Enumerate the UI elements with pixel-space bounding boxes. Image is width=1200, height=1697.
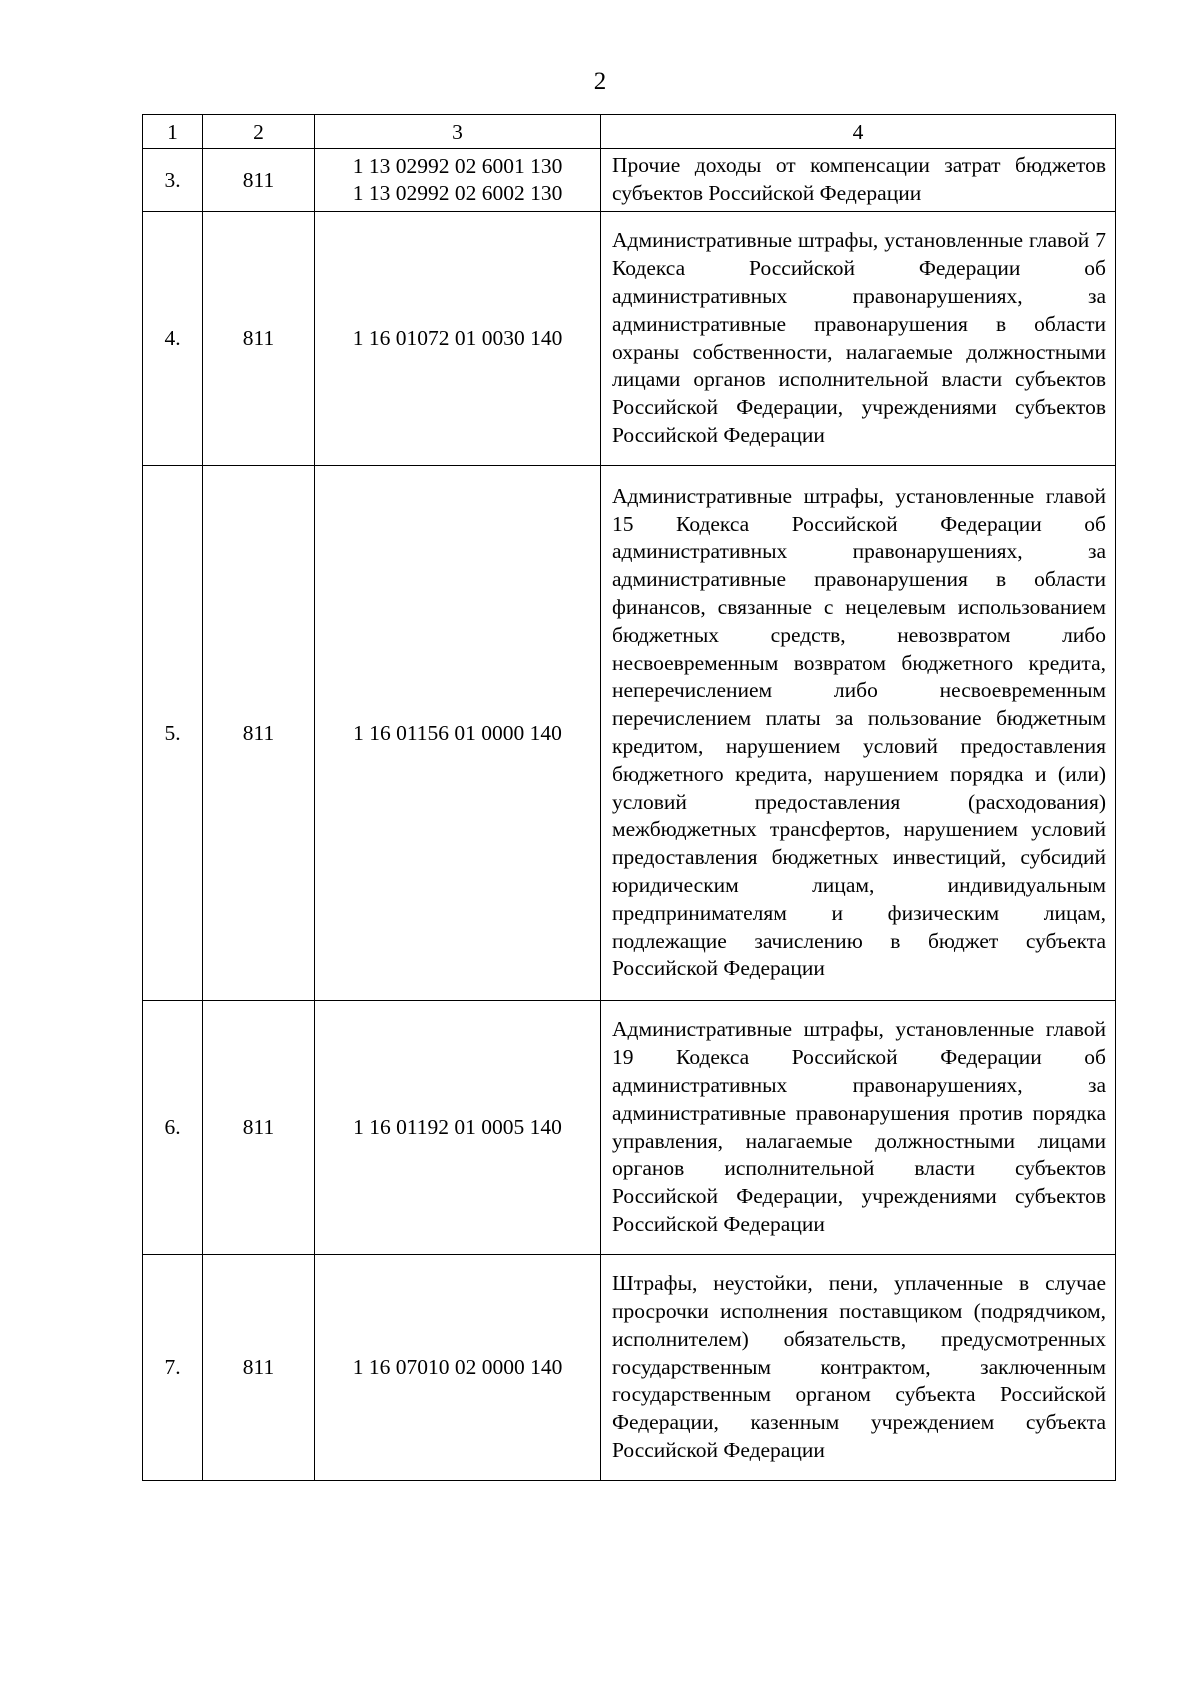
revenue-description: Административные штрафы, установленные главой 19 Кодекса Российской Федерации об административных правонарушениях, за административные правонарушения против порядка управления, налагаемые должностными лицами органов исполнительной власти субъектов Российской Федерации, учреждениями субъектов Российской Федерации [601,1001,1116,1255]
revenue-code: 1 16 01156 01 0000 140 [353,720,562,745]
row-number: 7. [143,1255,203,1481]
row-number: 5. [143,466,203,1001]
row-number: 6. [143,1001,203,1255]
revenue-codes-table [142,114,1116,1481]
revenue-description: Административные штрафы, установленные главой 7 Кодекса Российской Федерации об административных правонарушениях, за административные правонарушения в области охраны собственности, налагаемые должностными лицами органов исполнительной власти субъектов Российской Федерации, учреждениями субъектов Российской Федерации [601,212,1116,466]
revenue-code: 1 16 01072 01 0030 140 [352,326,563,350]
admin-code: 811 [203,1255,315,1481]
header-cell-2: 2 [203,115,315,149]
admin-code: 811 [203,466,315,1001]
header-cell-4: 4 [601,115,1116,149]
revenue-code: 1 16 07010 02 0000 140 [352,1355,563,1379]
revenue-code: 1 16 01192 01 0005 140 [353,1115,562,1139]
admin-code: 811 [203,1001,315,1255]
table-row [143,212,1116,466]
row-number: 3. [143,149,203,212]
row-number: 4. [143,212,203,466]
admin-code: 811 [203,149,315,212]
header-cell-1: 1 [143,115,203,149]
revenue-description: Штрафы, неустойки, пени, уплаченные в случае просрочки исполнения поставщиком (подрядчиком, исполнителем) обязательств, предусмотренных государственным контрактом, заключенным государственным органом субъекта Российской Федерации, казенным учреждением субъекта Российской Федерации [601,1255,1116,1481]
revenue-code: 1 13 02992 02 6001 130 [352,154,563,178]
revenue-code: 1 13 02992 02 6002 130 [352,181,563,205]
page-number: 2 [593,68,607,95]
revenue-description: Прочие доходы от компенсации затрат бюджетов субъектов Российской Федерации [601,149,1116,212]
admin-code: 811 [203,212,315,466]
revenue-codes [315,1255,601,1481]
revenue-codes [315,212,601,466]
revenue-description: Административные штрафы, установленные главой 15 Кодекса Российской Федерации об административных правонарушениях, за административные правонарушения в области финансов, связанные с нецелевым использованием бюджетных средств, невозвратом либо несвоевременным возвратом бюджетного кредита, неперечислением либо несвоевременным перечислением платы за пользование бюджетным кредитом, нарушением условий предоставления бюджетного кредита, нарушением порядка и (или) условий предоставления (расходования) межбюджетных трансфертов, нарушением условий предоставления бюджетных инвестиций, субсидий юридическим лицам, индивидуальным предпринимателям и физическим лицам, подлежащие зачислению в бюджет субъекта Российской Федерации [601,466,1116,1001]
revenue-codes [315,1001,601,1255]
table-row [143,1255,1116,1481]
table-row [143,466,1116,1001]
table-row [143,1001,1116,1255]
revenue-codes [315,466,601,1001]
revenue-codes [315,149,601,212]
table-header-row [143,115,1116,149]
table-row [143,149,1116,212]
header-cell-3: 3 [315,115,601,149]
